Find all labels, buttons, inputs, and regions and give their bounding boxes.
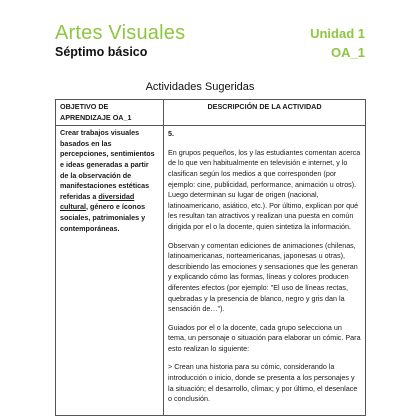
activity-paragraph: > Crean una historia para su cómic, considerando la introducción o inicio, donde se presenta a los personajes y la situación; el desarrollo, clímax; y por último, el desenlace o conclusión. xyxy=(168,362,358,404)
activity-paragraph: En grupos pequeños, los y las estudiantes comentan acerca de lo que ven habitualmente en televisión e internet, y lo clasifican según los medios a que corresponden (por ejemplo: cine, publicidad, performance, animación u otros). Luego determinan su lugar de origen (nacional, latinoamericano, asiático, etc.). Por último, explican por qué les resultan tan atractivos y realizan una puesta en común dirigida por el o la docente, quien sintetiza la información. xyxy=(168,147,361,231)
grade-subtitle: Séptimo básico xyxy=(55,45,148,59)
activity-number: 5. xyxy=(168,129,174,139)
description-cell xyxy=(164,126,366,416)
subject-title: Artes Visuales xyxy=(55,22,186,44)
document-header xyxy=(55,22,365,62)
objective-column-header: OBJETIVO DE APRENDIZAJE OA_1 xyxy=(56,100,164,126)
oa-code: OA_1 xyxy=(331,45,365,60)
section-title: Actividades Sugeridas xyxy=(145,81,255,93)
unit-label: Unidad 1 xyxy=(310,26,365,41)
objective-text-end: , género e íconos sociales, patrimoniales y contemporáneas. xyxy=(60,202,146,233)
table-row xyxy=(56,126,366,416)
activity-paragraph: Guiados por el o la docente, cada grupo selecciona un tema, un personaje o situación para elaborar un cómic. Para esto realizan lo siguiente: xyxy=(168,322,361,353)
objective-text: Crear trabajos visuales basados en las percepciones, sentimientos e ideas generadas a partir de la observación de manifestaciones estéticas referidas a xyxy=(60,128,155,201)
activities-table xyxy=(55,99,366,416)
activity-paragraph: Observan y comentan ediciones de animaciones (chilenas, latinoamericanas, norteamericanas, japonesas u otras), describiendo las emociones y sensaciones que les generan y explicando cómo las formas, líneas y colores producen diferentes efectos (por ejemplo: "El uso de líneas rectas, quebradas y la presencia de blanco, negro y gris dan la sensación de…"). xyxy=(168,240,358,314)
objective-cell xyxy=(56,126,164,416)
description-column-header: DESCRIPCIÓN DE LA ACTIVIDAD xyxy=(164,100,366,126)
table-header-row xyxy=(56,100,366,126)
objective-diversity-text: diversidad cultural xyxy=(60,191,135,212)
